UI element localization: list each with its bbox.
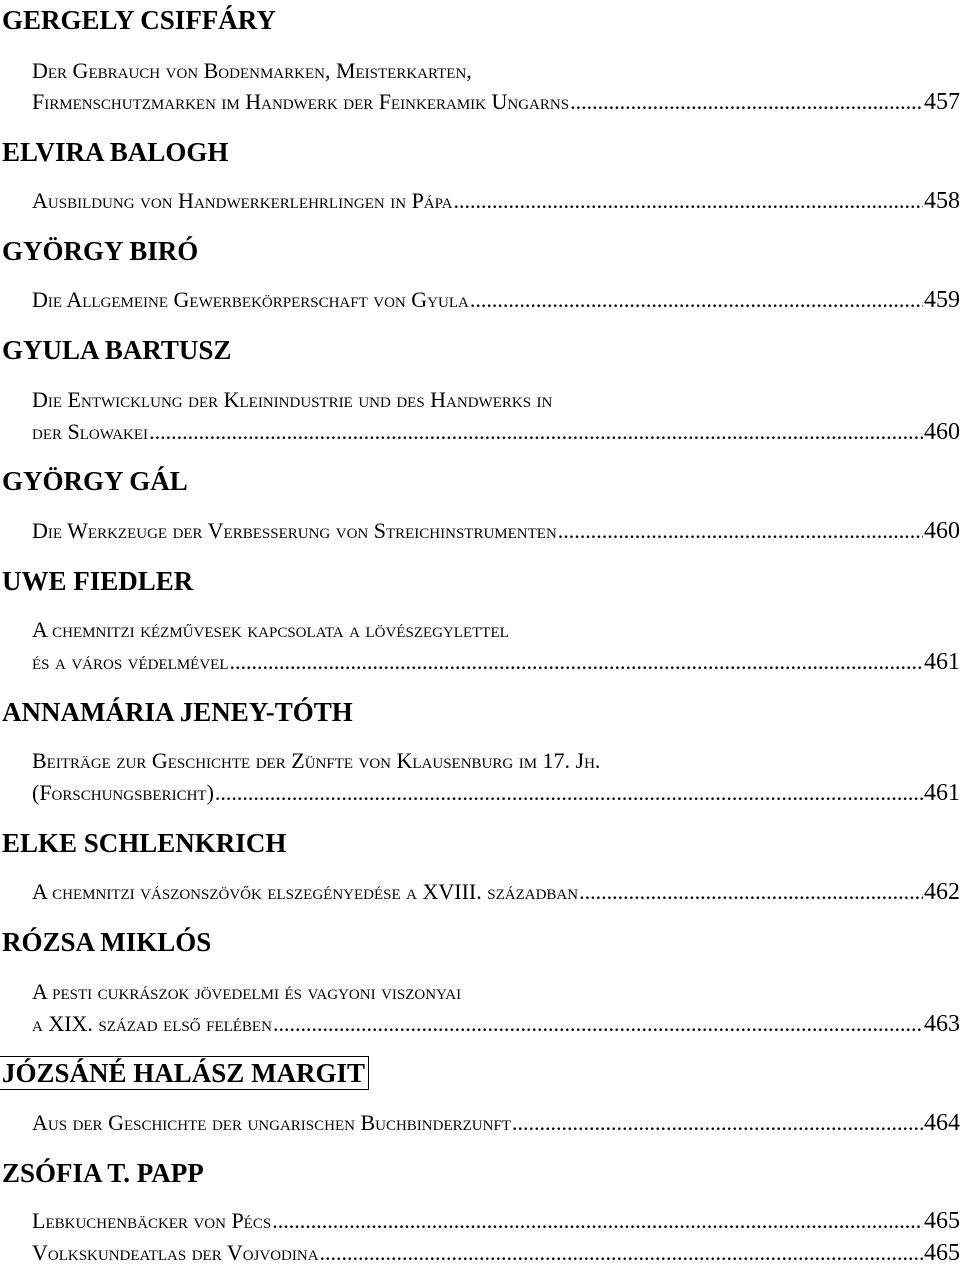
- title-text: Die Allgemeine Gewerbekörperschaft von Gyula: [32, 287, 469, 312]
- author-name: ZSÓFIA T. PAPP: [2, 1158, 204, 1188]
- title-line: [32, 387, 960, 413]
- title-text: Aus der Geschichte der ungarischen Buchbinderzunft: [32, 1110, 511, 1135]
- title-text: Die Werkzeuge der Verbesserung von Streichinstrumenten: [32, 518, 557, 543]
- page-number: 462: [924, 879, 960, 905]
- title-line: [32, 58, 960, 84]
- toc-entry-line[interactable]: [32, 518, 960, 544]
- title-text: Der Gebrauch von Bodenmarken, Meisterkarten,: [32, 58, 472, 83]
- author-name: RÓZSA MIKLÓS: [2, 927, 212, 957]
- author-name: GYULA BARTUSZ: [2, 335, 232, 365]
- leader-dots: [512, 1110, 923, 1136]
- page-number: 463: [924, 1011, 960, 1037]
- page-number: 465: [924, 1208, 960, 1234]
- title-line: [32, 979, 960, 1005]
- toc-entry-line[interactable]: [32, 1011, 960, 1037]
- toc-entry-line[interactable]: [32, 780, 960, 806]
- page-number: 458: [924, 188, 960, 214]
- title-text: A chemnitzi vászonszövők elszegényedése a XVIII. században: [32, 879, 579, 904]
- page-number: 460: [924, 518, 960, 544]
- title-text: Volkskundeatlas der Vojvodina: [32, 1240, 319, 1265]
- author-name: GERGELY CSIFFÁRY: [2, 5, 276, 35]
- author-name: ELVIRA BALOGH: [2, 137, 229, 167]
- title-text: Ausbildung von Handwerkerlehrlingen in Pápa: [32, 188, 453, 213]
- author-name: ELKE SCHLENKRICH: [2, 828, 287, 858]
- title-text: Lebkuchenbäcker von Pécs: [32, 1208, 272, 1233]
- title-text: Die Entwicklung der Kleinindustrie und des Handwerks in: [32, 387, 553, 412]
- toc-entry-line[interactable]: [32, 287, 960, 313]
- title-text: Beiträge zur Geschichte der Zünfte von Klausenburg im 17. Jh.: [32, 748, 601, 773]
- page-number: 459: [924, 287, 960, 313]
- page-number: 461: [924, 649, 960, 675]
- title-text: Firmenschutzmarken im Handwerk der Feinkeramik Ungarns: [32, 89, 570, 114]
- leader-dots: [272, 1208, 923, 1234]
- page-number: 460: [924, 419, 960, 445]
- author-name: ANNAMÁRIA JENEY-TÓTH: [2, 697, 353, 727]
- leader-dots: [273, 1011, 923, 1037]
- author-name: GYÖRGY BIRÓ: [2, 236, 199, 266]
- author-name: GYÖRGY GÁL: [2, 466, 188, 496]
- page-number: 457: [924, 89, 960, 115]
- page-number: 465: [924, 1240, 960, 1266]
- leader-dots: [558, 518, 923, 544]
- title-text: (Forschungsbericht): [32, 780, 214, 805]
- toc-entry-line[interactable]: [32, 649, 960, 675]
- title-text: A chemnitzi kézművesek kapcsolata a lövészegylettel: [32, 617, 509, 642]
- title-text: a XIX. század első felében: [32, 1011, 272, 1036]
- leader-dots: [470, 287, 923, 313]
- toc-entry-line[interactable]: [32, 1110, 960, 1136]
- title-line: [32, 748, 960, 774]
- toc-entry-line[interactable]: [32, 1240, 960, 1266]
- leader-dots: [149, 419, 923, 445]
- toc-entry-line[interactable]: [32, 188, 960, 214]
- toc-entry-line[interactable]: [32, 89, 960, 115]
- page-number: 464: [924, 1110, 960, 1136]
- leader-dots: [579, 879, 923, 905]
- page-number: 461: [924, 780, 960, 806]
- title-text: A pesti cukrászok jövedelmi és vagyoni viszonyai: [32, 979, 462, 1004]
- leader-dots: [215, 780, 923, 806]
- leader-dots: [320, 1240, 923, 1266]
- leader-dots: [453, 188, 923, 214]
- leader-dots: [570, 89, 923, 115]
- title-text: der Slowakei: [32, 419, 149, 444]
- toc-entry-line[interactable]: [32, 1208, 960, 1234]
- title-text: és a város védelmével: [32, 649, 229, 674]
- author-name-highlighted: JÓZSÁNÉ HALÁSZ MARGIT: [2, 1058, 366, 1088]
- leader-dots: [230, 649, 924, 675]
- title-line: [32, 617, 960, 643]
- author-name: UWE FIEDLER: [2, 566, 194, 596]
- toc-entry-line[interactable]: [32, 419, 960, 445]
- toc-entry-line[interactable]: [32, 879, 960, 905]
